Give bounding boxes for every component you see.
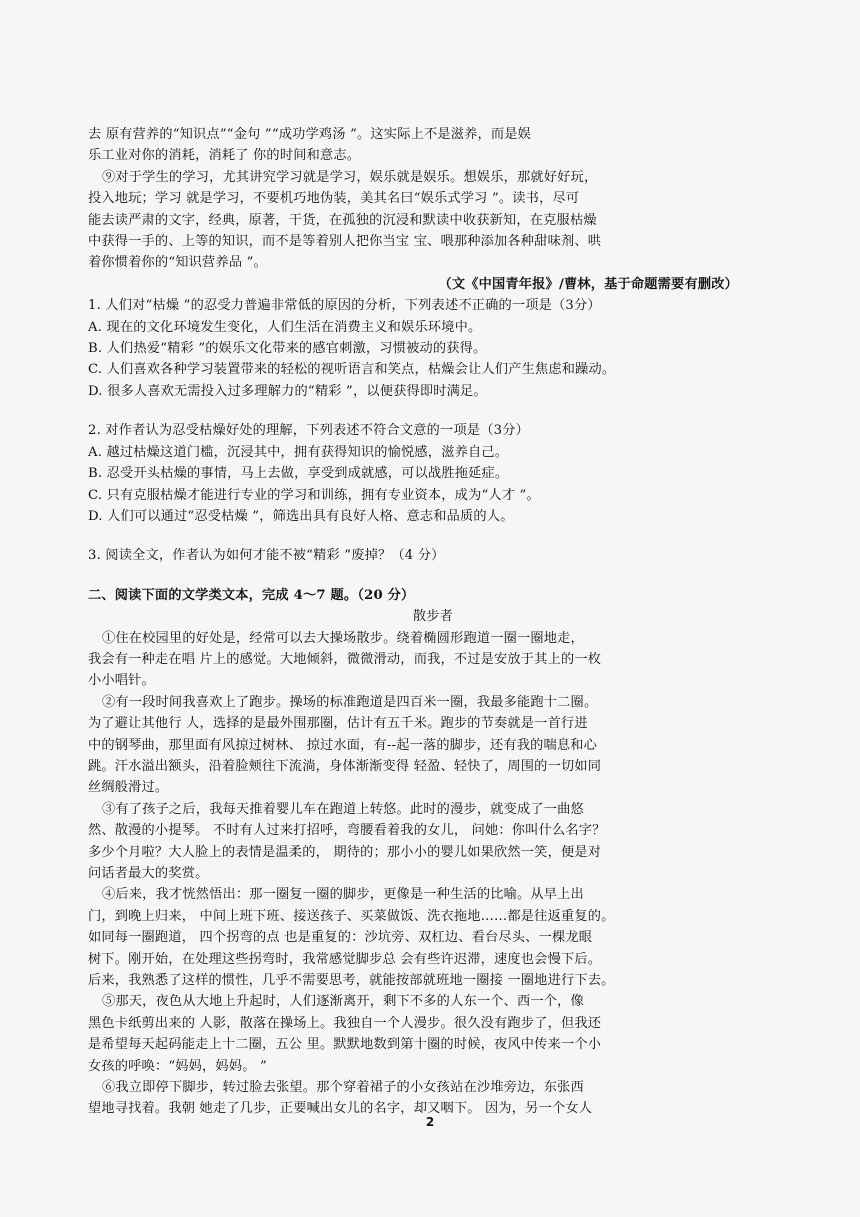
text-line: 乐工业对你的消耗，消耗了 你的时间和意志。 xyxy=(88,148,361,164)
passage-title: 散步者 xyxy=(412,609,454,625)
text-line: 着你惯着你的“知识营养品 ”。 xyxy=(88,255,267,271)
option-b: B. 人们热爱“精彩 ”的娱乐文化带来的感官刺激，习惯被动的获得。 xyxy=(88,341,487,357)
text-line: 女孩的呼唤：“妈妈，妈妈。 ” xyxy=(88,1058,267,1074)
text-line: 小小唱针。 xyxy=(88,673,155,689)
spacer xyxy=(88,567,778,585)
option-a: A. 现在的文化环境发生变化，人们生活在消费主义和娱乐环境中。 xyxy=(88,319,482,335)
paragraph-1 xyxy=(88,628,778,692)
page-content xyxy=(88,124,778,1120)
spacer xyxy=(88,527,778,545)
paragraph-2 xyxy=(88,692,778,799)
text-line: 树下。刚开始，在处理这些拐弯时，我常感觉脚步总 会有些许迟滞，速度也会慢下后。 xyxy=(88,951,602,967)
paragraph-9 xyxy=(88,167,778,274)
text-line: 后来，我熟悉了这样的惯性，几乎不需要思考，就能按部就班地一圈接 一圈地进行下去。 xyxy=(88,973,615,989)
paragraph-4 xyxy=(88,884,778,991)
text-line: 为了避让其他行 人，选择的是最外围那圈，估计有五千米。跑步的节奏就是一首行进 xyxy=(88,716,588,732)
question-1 xyxy=(88,295,778,402)
text-line: 我会有一种走在唱 片上的感觉。大地倾斜，微微滑动，而我，不过是安放于其上的一枚 xyxy=(88,651,602,667)
text-line: 如同每一圈跑道， 四个拐弯的点 也是重复的：沙坑旁、双杠边、看台尽头、一棵龙眼 xyxy=(88,930,593,946)
source-citation: （文《中国青年报》/曹林，基于命题需要有删改） xyxy=(438,276,738,292)
question-2 xyxy=(88,420,778,527)
text-line: 跳。汗水溢出额头，沿着脸颊往下流淌，身体渐渐变得 轻盈、轻快了，周围的一切如同 xyxy=(88,758,602,774)
option-c: C. 只有克服枯燥才能进行专业的学习和训练，拥有专业资本，成为“人才 ”。 xyxy=(88,487,540,503)
text-line: ⑥我立即停下脚步，转过脸去张望。那个穿着裙子的小女孩站在沙堆旁边，东张西 xyxy=(102,1080,584,1096)
paragraph-3 xyxy=(88,799,778,885)
question-stem: 1. 人们对“枯燥 ”的忍受力普遍非常低的原因的分析，下列表述不正确的一项是（3分） xyxy=(88,298,601,314)
option-d: D. 人们可以通过“忍受枯燥 ”，筛选出具有良好人格、意志和品质的人。 xyxy=(88,508,514,524)
passage-continuation xyxy=(88,124,778,167)
text-line: 投入地玩；学习 就是学习，不要机巧地伪装，美其名曰“娱乐式学习 ”。读书，尽可 xyxy=(88,191,580,207)
text-line: ③有了孩子之后，我每天推着婴儿车在跑道上转悠。此时的漫步，就变成了一曲悠 xyxy=(102,801,584,817)
text-line: 黑色卡纸剪出来的 人影，散落在操场上。我独自一个人漫步。很久没有跑步了，但我还 xyxy=(88,1015,602,1031)
option-c: C. 人们喜欢各种学习装置带来的轻松的视听语言和笑点，枯燥会让人们产生焦虑和躁动。 xyxy=(88,362,616,378)
text-line: 中的钢琴曲，那里面有风掠过树林、 掠过水面，有--起一落的脚步，还有我的喘息和心 xyxy=(88,737,598,753)
text-line: 多少个月啦？大人脸上的表情是温柔的， 期待的；那小小的婴儿如果欣然一笑，便是对 xyxy=(88,844,602,860)
section-heading: 二、阅读下面的文学类文本，完成 4～7 题。（20 分） xyxy=(88,587,415,603)
paragraph-6 xyxy=(88,1077,778,1120)
spacer xyxy=(88,402,778,420)
text-line: 望地寻找着。我朝 她走了几步，正要喊出女儿的名字，却又咽下。 因为，另一个女人 xyxy=(88,1101,593,1117)
text-line: ①住在校园里的好处是，经常可以去大操场散步。绕着椭圆形跑道一圈一圈地走， xyxy=(102,630,584,646)
text-line: 门，到晚上归来， 中间上班下班、接送孩子、买菜做饭、洗衣拖地……都是往返重复的。 xyxy=(88,908,615,924)
option-a: A. 越过枯燥这道门槛，沉浸其中，拥有获得知识的愉悦感，滋养自己。 xyxy=(88,444,509,460)
text-line: 去 原有营养的“知识点”“金句 ”“成功学鸡汤 ”。这实际上不是滋养，而是娱 xyxy=(88,127,532,142)
page-number: 2 xyxy=(425,1115,435,1129)
text-line: ⑨对于学生的学习，尤其讲究学习就是学习，娱乐就是娱乐。想娱乐，那就好好玩， xyxy=(102,169,598,185)
paragraph-5 xyxy=(88,991,778,1077)
question-3-stem: 3. 阅读全文，作者认为如何才能不被“精彩 ”废掉？（4 分） xyxy=(88,548,445,564)
text-line: ④后来，我才恍然悟出：那一圈复一圈的脚步，更像是一种生活的比喻。从早上出 xyxy=(102,887,584,903)
text-line: ⑤那天，夜色从大地上升起时，人们逐渐离开，剩下不多的人东一个、西一个，像 xyxy=(102,994,584,1010)
text-line: 能去读严肃的文字，经典，原著，干货，在孤独的沉浸和默读中收获新知，在克服枯燥 xyxy=(88,212,597,228)
text-line: 是希望每天起码能走上十二圈，五公 里。默默地数到第十圈的时候，夜风中传来一个小 xyxy=(88,1037,602,1053)
text-line: 然、散漫的小提琴。 不时有人过来打招呼，弯腰看着我的女儿， 问她：你叫什么名字？ xyxy=(88,823,606,839)
text-line: 问话者最大的奖赏。 xyxy=(88,866,209,881)
text-line: 中获得一手的、上等的知识，而不是等着别人把你当宝 宝、喂那种添加各种甜味剂、哄 xyxy=(88,234,602,250)
question-stem: 2. 对作者认为忍受枯燥好处的理解，下列表述不符合文意的一项是（3分） xyxy=(88,423,529,439)
option-b: B. 忍受开头枯燥的事情，马上去做，享受到成就感，可以战胜拖延症。 xyxy=(88,466,509,482)
text-line: ②有一段时间我喜欢上了跑步。操场的标准跑道是四百米一圈，我最多能跑十二圈。 xyxy=(102,694,598,710)
option-d: D. 很多人喜欢无需投入过多理解力的“精彩 ”，以便获得即时满足。 xyxy=(88,383,487,399)
text-line: 丝绸般滑过。 xyxy=(88,780,169,796)
